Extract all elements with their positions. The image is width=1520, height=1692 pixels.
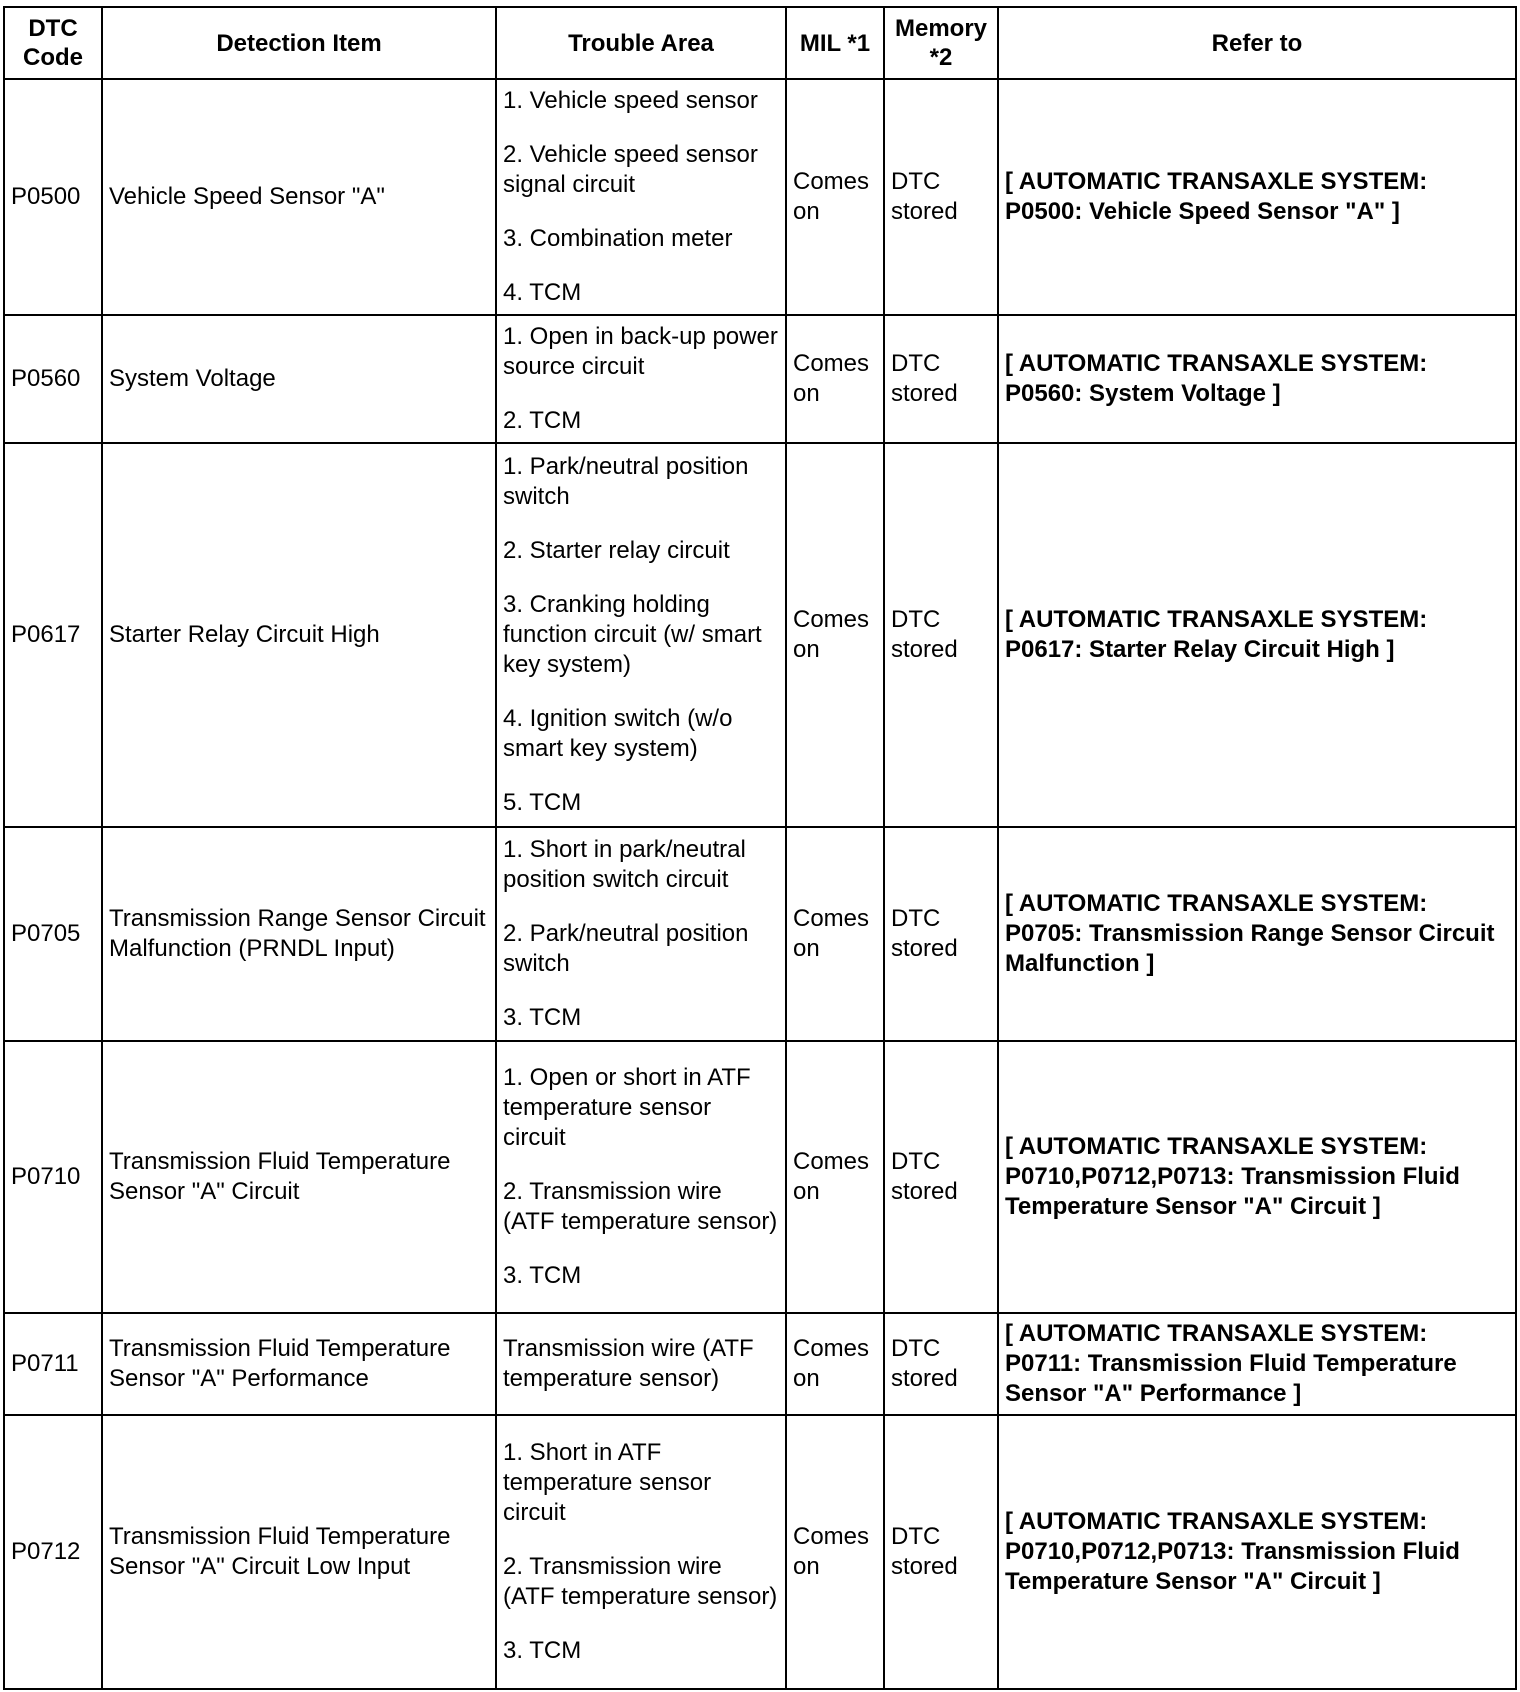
table-row: [4, 1041, 1516, 1313]
dtc-table: [3, 6, 1517, 1690]
trouble-area-cell: [496, 1041, 786, 1313]
mil-cell: Comes on: [786, 827, 884, 1041]
trouble-area-item: 4. TCM: [503, 279, 582, 306]
trouble-area-cell: [496, 79, 786, 315]
mil-cell: Comes on: [786, 1313, 884, 1415]
memory-cell: DTC stored: [884, 1041, 998, 1313]
trouble-area-item: 1. Open or short in ATF temperature sensor circuit: [503, 1064, 751, 1151]
trouble-area-cell: [496, 1313, 786, 1415]
mil-cell: Comes on: [786, 315, 884, 443]
dtc-code-cell: P0705: [4, 827, 102, 1041]
trouble-area-item: 3. Cranking holding function circuit (w/ smart key system): [503, 591, 762, 678]
trouble-area-item: 3. TCM: [503, 1637, 582, 1664]
memory-cell: DTC stored: [884, 315, 998, 443]
trouble-area-item: 1. Short in ATF temperature sensor circuit: [503, 1439, 712, 1526]
header-trouble-area: Trouble Area: [496, 7, 786, 79]
detection-item-cell: Transmission Fluid Temperature Sensor "A" Circuit: [102, 1041, 496, 1313]
refer-to-cell: [ AUTOMATIC TRANSAXLE SYSTEM: P0500: Vehicle Speed Sensor "A" ]: [998, 79, 1516, 315]
trouble-area-item: 2. Transmission wire (ATF temperature sensor): [503, 1178, 778, 1235]
trouble-area-cell: [496, 827, 786, 1041]
trouble-area-item: 4. Ignition switch (w/o smart key system): [503, 705, 733, 762]
trouble-area-item: 2. TCM: [503, 407, 582, 434]
header-refer-to: Refer to: [998, 7, 1516, 79]
trouble-area-item: 3. TCM: [503, 1004, 582, 1031]
detection-item-cell: Vehicle Speed Sensor "A": [102, 79, 496, 315]
refer-to-cell: [ AUTOMATIC TRANSAXLE SYSTEM: P0710,P0712,P0713: Transmission Fluid Temperature Sensor "A" Circuit ]: [998, 1415, 1516, 1689]
refer-to-cell: [ AUTOMATIC TRANSAXLE SYSTEM: P0705: Transmission Range Sensor Circuit Malfunction ]: [998, 827, 1516, 1041]
trouble-area-cell: [496, 443, 786, 827]
detection-item-cell: Transmission Fluid Temperature Sensor "A" Circuit Low Input: [102, 1415, 496, 1689]
mil-cell: Comes on: [786, 443, 884, 827]
trouble-area-item: 2. Park/neutral position switch: [503, 920, 749, 977]
trouble-area-item: 2. Vehicle speed sensor signal circuit: [503, 141, 758, 198]
table-row: [4, 1313, 1516, 1415]
detection-item-cell: System Voltage: [102, 315, 496, 443]
dtc-code-cell: P0710: [4, 1041, 102, 1313]
memory-cell: DTC stored: [884, 1415, 998, 1689]
memory-cell: DTC stored: [884, 827, 998, 1041]
dtc-code-cell: P0711: [4, 1313, 102, 1415]
detection-item-cell: Transmission Range Sensor Circuit Malfunction (PRNDL Input): [102, 827, 496, 1041]
header-dtc-code: DTC Code: [4, 7, 102, 79]
trouble-area-item: Transmission wire (ATF temperature sensor): [503, 1335, 754, 1392]
dtc-code-cell: P0712: [4, 1415, 102, 1689]
trouble-area-item: 1. Open in back-up power source circuit: [503, 323, 778, 380]
mil-cell: Comes on: [786, 1415, 884, 1689]
refer-to-cell: [ AUTOMATIC TRANSAXLE SYSTEM: P0560: System Voltage ]: [998, 315, 1516, 443]
trouble-area-cell: [496, 1415, 786, 1689]
trouble-area-item: 1. Vehicle speed sensor: [503, 87, 758, 114]
trouble-area-item: 3. TCM: [503, 1262, 582, 1289]
mil-cell: Comes on: [786, 79, 884, 315]
detection-item-cell: Starter Relay Circuit High: [102, 443, 496, 827]
header-mil: MIL *1: [786, 7, 884, 79]
trouble-area-item: 5. TCM: [503, 789, 582, 816]
trouble-area-item: 1. Short in park/neutral position switch circuit: [503, 836, 746, 893]
memory-cell: DTC stored: [884, 443, 998, 827]
detection-item-cell: Transmission Fluid Temperature Sensor "A" Performance: [102, 1313, 496, 1415]
table-row: [4, 443, 1516, 827]
dtc-code-cell: P0617: [4, 443, 102, 827]
dtc-code-cell: P0500: [4, 79, 102, 315]
trouble-area-item: 3. Combination meter: [503, 225, 733, 252]
table-row: [4, 1415, 1516, 1689]
header-row: [4, 7, 1516, 79]
table-body: [4, 79, 1516, 1689]
table-row: [4, 315, 1516, 443]
mil-cell: Comes on: [786, 1041, 884, 1313]
trouble-area-item: 2. Starter relay circuit: [503, 537, 730, 564]
trouble-area-item: 1. Park/neutral position switch: [503, 453, 749, 510]
header-memory: Memory *2: [884, 7, 998, 79]
refer-to-cell: [ AUTOMATIC TRANSAXLE SYSTEM: P0617: Starter Relay Circuit High ]: [998, 443, 1516, 827]
refer-to-cell: [ AUTOMATIC TRANSAXLE SYSTEM: P0711: Transmission Fluid Temperature Sensor "A" Performance ]: [998, 1313, 1516, 1415]
dtc-code-cell: P0560: [4, 315, 102, 443]
trouble-area-item: 2. Transmission wire (ATF temperature sensor): [503, 1553, 778, 1610]
table-row: [4, 827, 1516, 1041]
table-row: [4, 79, 1516, 315]
memory-cell: DTC stored: [884, 1313, 998, 1415]
trouble-area-cell: [496, 315, 786, 443]
refer-to-cell: [ AUTOMATIC TRANSAXLE SYSTEM: P0710,P0712,P0713: Transmission Fluid Temperature Sensor "A" Circuit ]: [998, 1041, 1516, 1313]
memory-cell: DTC stored: [884, 79, 998, 315]
header-detection-item: Detection Item: [102, 7, 496, 79]
